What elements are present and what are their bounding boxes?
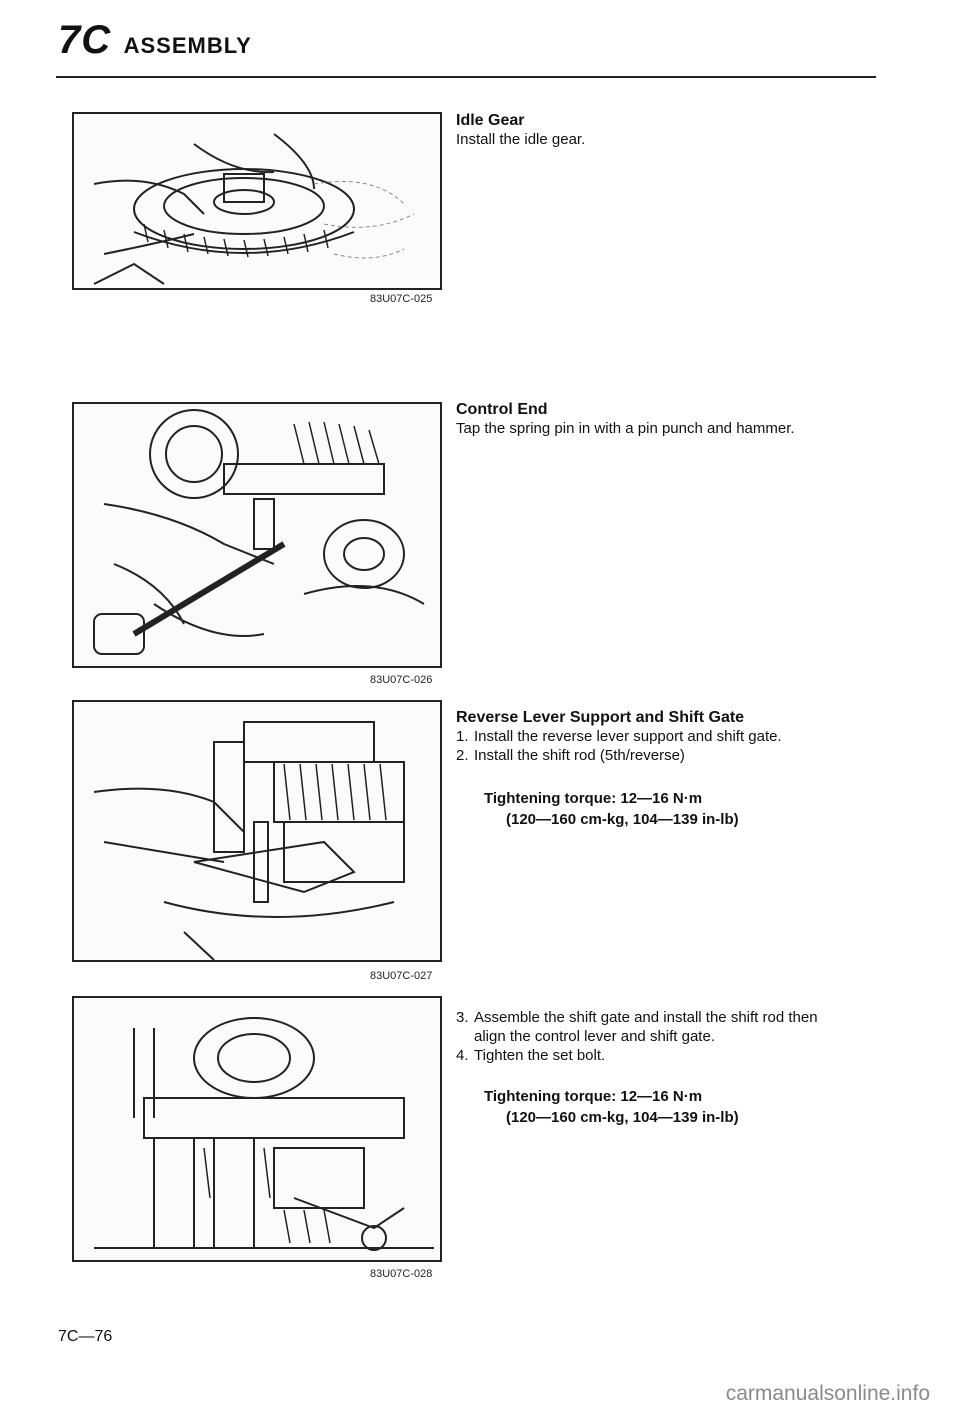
section-reverse-lever (456, 708, 896, 765)
section-title: ASSEMBLY (123, 33, 252, 58)
figure-code: 83U07C-025 (370, 293, 433, 305)
page-header (58, 18, 252, 63)
section-body: Install the idle gear. (456, 131, 586, 148)
control-end-illustration (74, 404, 440, 666)
torque-spec (484, 1086, 739, 1128)
step-3: 3. Assemble the shift gate and install the shift rod then align the control lever and shift gate. (456, 1009, 818, 1045)
section-body: Tap the spring pin in with a pin punch and hammer. (456, 420, 795, 437)
section-heading: Reverse Lever Support and Shift Gate (456, 709, 745, 726)
torque-line: Tightening torque: 12—16 N·m (484, 790, 703, 807)
header-rule (56, 76, 876, 78)
section-shift-gate (456, 1008, 896, 1065)
page-number: 7C—76 (58, 1328, 113, 1345)
shift-gate-illustration (74, 998, 440, 1260)
watermark: carmanualsonline.info (725, 1382, 930, 1405)
section-heading: Control End (456, 401, 548, 418)
section-heading: Idle Gear (456, 112, 525, 129)
step-2: 2. Install the shift rod (5th/reverse) (456, 747, 685, 764)
reverse-lever-illustration (74, 702, 440, 960)
figure-control-end (72, 402, 442, 668)
figure-shift-gate (72, 996, 442, 1262)
step-1: 1. Install the reverse lever support and shift gate. (456, 728, 782, 745)
idle-gear-illustration (74, 114, 440, 288)
torque-line: (120—160 cm-kg, 104—139 in-lb) (506, 811, 739, 828)
figure-code: 83U07C-026 (370, 674, 433, 686)
section-control-end (456, 400, 896, 438)
step-4: 4. Tighten the set bolt. (456, 1047, 606, 1064)
figure-reverse-lever (72, 700, 442, 962)
torque-line: (120—160 cm-kg, 104—139 in-lb) (506, 1109, 739, 1126)
section-code: 7C (58, 18, 112, 62)
figure-idle-gear (72, 112, 442, 290)
figure-code: 83U07C-027 (370, 970, 433, 982)
figure-code: 83U07C-028 (370, 1268, 433, 1280)
torque-line: Tightening torque: 12—16 N·m (484, 1088, 703, 1105)
torque-spec (484, 788, 739, 830)
section-idle-gear (456, 111, 896, 149)
